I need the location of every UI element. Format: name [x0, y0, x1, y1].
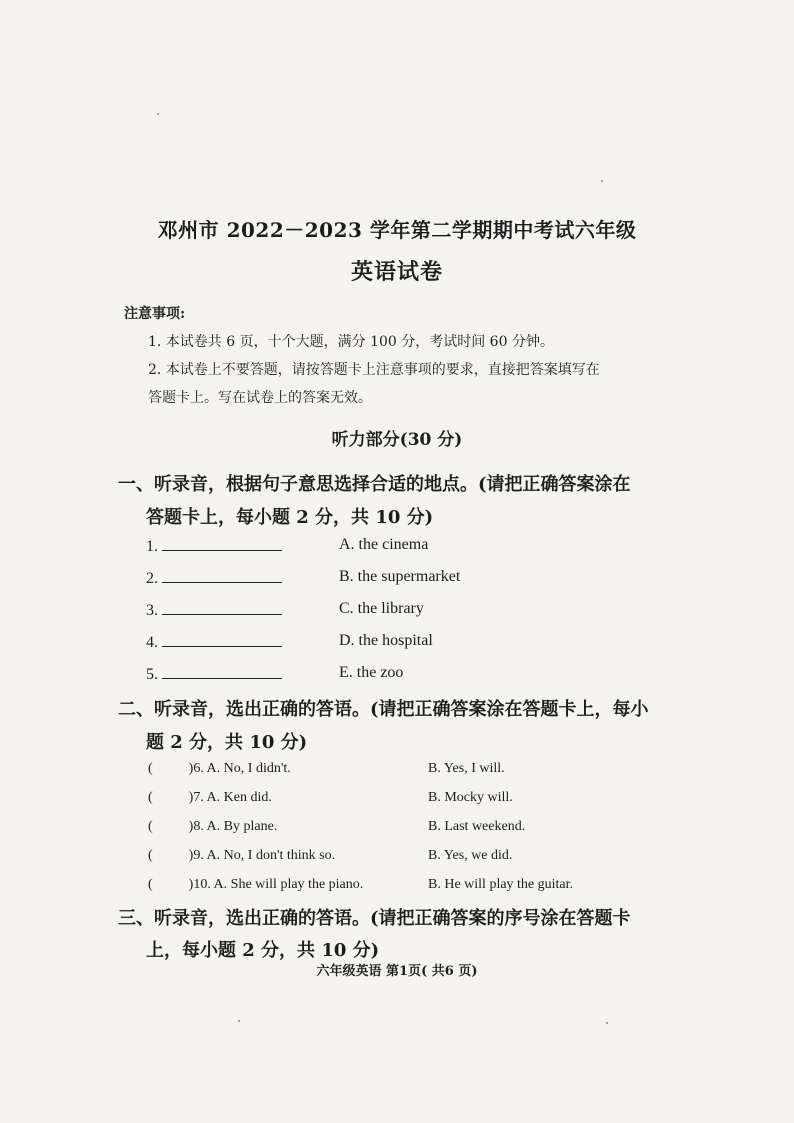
- question-number: )7. A.: [188, 790, 221, 805]
- item-number: 1.: [146, 538, 158, 555]
- answer-paren: (: [148, 761, 153, 776]
- part2-question: [148, 877, 363, 893]
- option-a: By plane.: [223, 819, 278, 834]
- question-number: )6. A.: [188, 761, 221, 776]
- answer-paren: (: [148, 790, 153, 805]
- part1-title-cont: 答题卡上，每小题 2 分，共 10 分): [146, 507, 434, 528]
- page-footer: 六年级英语 第1页( 共6 页): [316, 964, 478, 979]
- scan-speck: [238, 1020, 240, 1022]
- part2-title: 二、听录音，选出正确的答语。(请把正确答案涂在答题卡上，每小: [118, 699, 649, 720]
- part2-title-cont: 题 2 分，共 10 分): [146, 732, 308, 753]
- part2-question: [148, 761, 291, 777]
- question-number: )8. A.: [188, 819, 221, 834]
- part2-question: [148, 790, 272, 806]
- note-item: 2. 本试卷上不要答题，请按答题卡上注意事项的要求，直接把答案填写在: [148, 362, 600, 378]
- option-b: B. He will play the guitar.: [428, 877, 574, 892]
- part1-option: C. the library: [339, 600, 424, 617]
- part1-title: 一、听录音，根据句子意思选择合适的地点。(请把正确答案涂在: [118, 474, 631, 495]
- answer-blank: [162, 536, 282, 551]
- part1-option: D. the hospital: [339, 632, 433, 649]
- item-number: 2.: [146, 570, 158, 587]
- scan-speck: [601, 180, 603, 182]
- scan-speck: [157, 113, 159, 115]
- answer-blank: [162, 664, 282, 679]
- part2-question: [148, 819, 277, 835]
- option-a: Ken did.: [223, 790, 272, 805]
- option-b: B. Yes, I will.: [428, 761, 505, 776]
- note-item: 答题卡上。写在试卷上的答案无效。: [148, 390, 372, 406]
- answer-blank: [162, 632, 282, 647]
- answer-paren: (: [148, 877, 153, 892]
- part1-item: [146, 600, 282, 620]
- question-number: )9. A.: [188, 848, 221, 863]
- part3-title: 三、听录音，选出正确的答语。(请把正确答案的序号涂在答题卡: [118, 908, 631, 929]
- answer-blank: [162, 600, 282, 615]
- item-number: 3.: [146, 602, 158, 619]
- part1-item: [146, 536, 282, 556]
- answer-paren: (: [148, 848, 153, 863]
- scan-speck: [606, 1022, 608, 1024]
- option-a: No, I didn't.: [223, 761, 291, 776]
- part1-item: [146, 632, 282, 652]
- item-number: 4.: [146, 634, 158, 651]
- part2-question: [148, 848, 335, 864]
- part1-option: E. the zoo: [339, 664, 404, 681]
- answer-paren: (: [148, 819, 153, 834]
- listening-section-header: 听力部分(30 分): [331, 430, 463, 450]
- option-b: B. Last weekend.: [428, 819, 526, 834]
- item-number: 5.: [146, 666, 158, 683]
- part1-item: [146, 664, 282, 684]
- part1-option: B. the supermarket: [339, 568, 461, 585]
- exam-title: 邓州市 2022－2023 学年第二学期期中考试六年级: [157, 218, 637, 242]
- option-b: B. Mocky will.: [428, 790, 513, 805]
- note-item: 1. 本试卷共 6 页，十个大题，满分 100 分，考试时间 60 分钟。: [148, 334, 554, 350]
- notes-heading: 注意事项:: [124, 306, 186, 322]
- option-b: B. Yes, we did.: [428, 848, 513, 863]
- option-a: No, I don't think so.: [223, 848, 336, 863]
- part3-title-cont: 上，每小题 2 分，共 10 分): [146, 940, 380, 961]
- option-a: She will play the piano.: [230, 877, 364, 892]
- part1-option: A. the cinema: [339, 536, 429, 553]
- part1-item: [146, 568, 282, 588]
- answer-blank: [162, 568, 282, 583]
- exam-subtitle: 英语试卷: [350, 259, 443, 285]
- question-number: )10. A.: [188, 877, 228, 892]
